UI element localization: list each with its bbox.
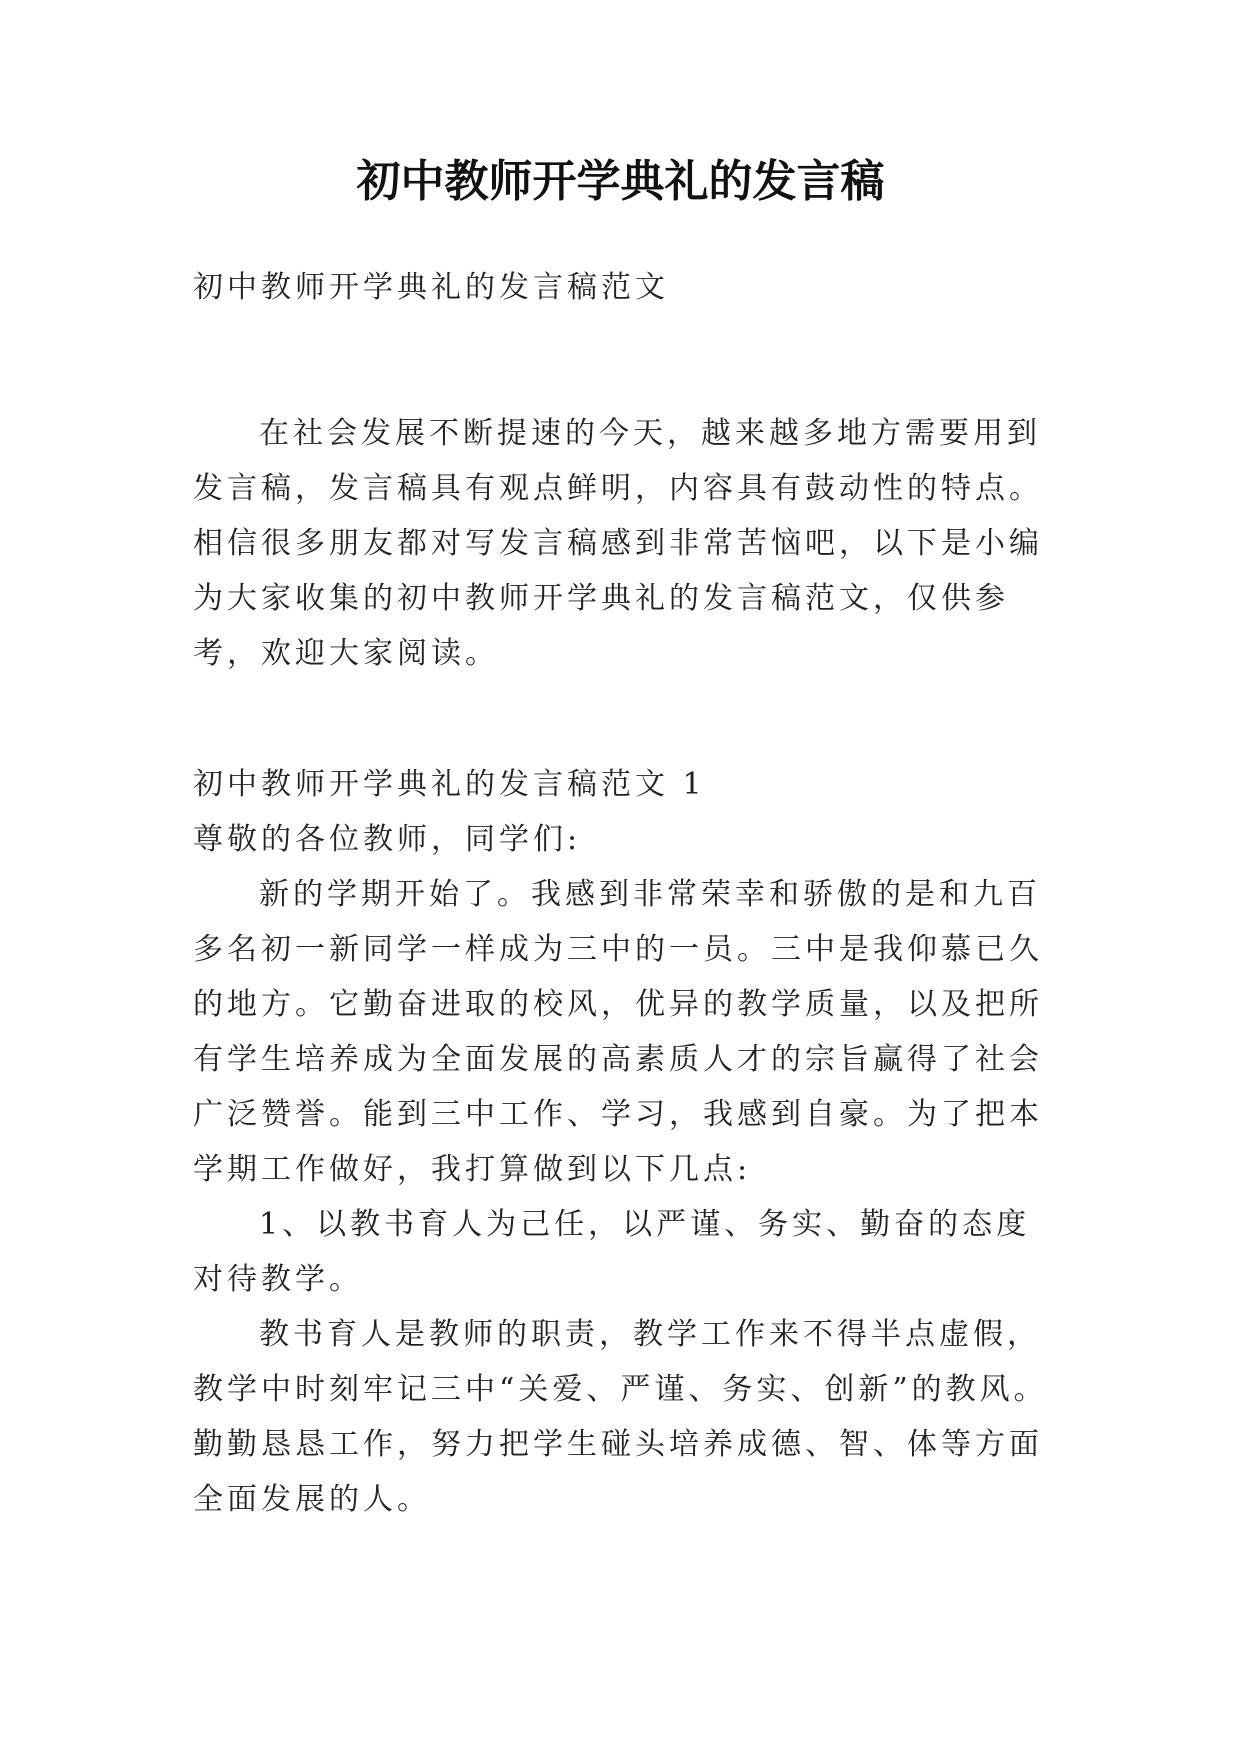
document-title: 初中教师开学典礼的发言稿 — [356, 156, 885, 207]
numbered-point: 1、以教书育人为己任，以严谨、务实、勤奋的态度对待教学。 — [193, 1207, 1031, 1297]
document-subtitle: 初中教师开学典礼的发言稿范文 — [193, 270, 669, 305]
section-heading: 初中教师开学典礼的发言稿范文 1 — [193, 767, 706, 802]
intro-paragraph: 在社会发展不断提速的今天，越来越多地方需要用到发言稿，发言稿具有观点鲜明，内容具有鼓动性的特点。相信很多朋友都对写发言稿感到非常苦恼吧，以下是小编为大家收集的初中教师开学典礼的发言稿范文，仅供参考，欢迎大家阅读。 — [193, 416, 1043, 671]
salutation: 尊敬的各位教师，同学们: — [193, 822, 582, 857]
body-paragraph: 新的学期开始了。我感到非常荣幸和骄傲的是和九百多名初一新同学一样成为三中的一员。三中是我仰慕已久的地方。它勤奋进取的校风，优异的教学质量，以及把所有学生培养成为全面发展的高素质人才的宗旨赢得了社会广泛赞誉。能到三中工作、学习，我感到自豪。为了把本学期工作做好，我打算做到以下几点: — [193, 877, 1043, 1187]
body-paragraph: 教书育人是教师的职责，教学工作来不得半点虚假，教学中时刻牢记三中“关爱、严谨、务实、创新”的教风。勤勤恳恳工作，努力把学生碰头培养成德、智、体等方面全面发展的人。 — [193, 1317, 1048, 1517]
